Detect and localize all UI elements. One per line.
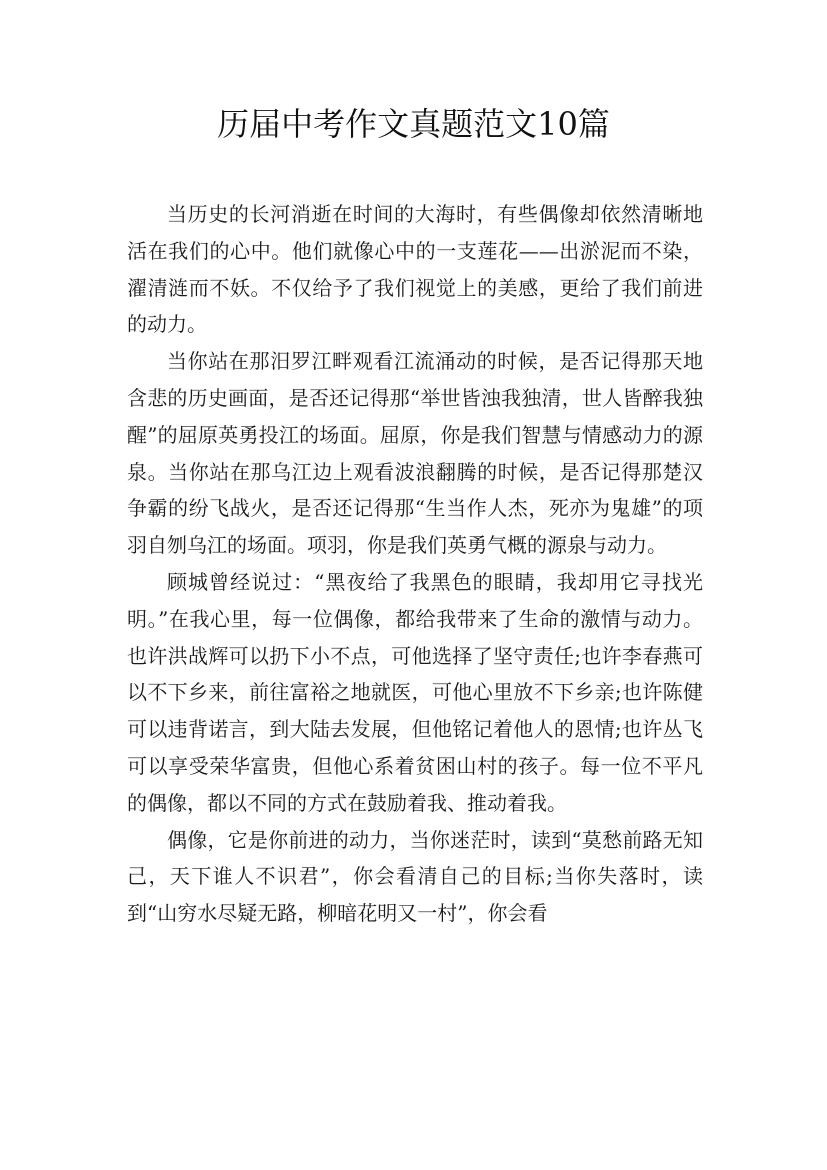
paragraph-4: 偶像，它是你前进的动力，当你迷茫时，读到“莫愁前路无知己，天下谁人不识君”，你会看清自己的目标;当你失落时，读到“山穷水尽疑无路，柳暗花明又一村”，你会看 [127, 827, 703, 926]
document-body [127, 196, 703, 932]
document-title: 历届中考作文真题范文10篇 [217, 105, 610, 143]
paragraph-2: 当你站在那汨罗江畔观看江流涌动的时候，是否记得那天地含悲的历史画面，是否还记得那“举世皆浊我独清，世人皆醉我独醒”的屈原英勇投江的场面。屈原，你是我们智慧与情感动力的源泉。当你站在那乌江边上观看波浪翻腾的时候，是否记得那楚汉争霸的纷飞战火，是否还记得那“生当作人杰，死亦为鬼雄”的项羽自刎乌江的场面。项羽，你是我们英勇气概的源泉与动力。 [127, 349, 703, 558]
paragraph-1: 当历史的长河消逝在时间的大海时，有些偶像却依然清晰地活在我们的心中。他们就像心中的一支莲花——出淤泥而不染，濯清涟而不妖。不仅给予了我们视觉上的美感，更给了我们前进的动力。 [127, 202, 703, 337]
paragraph-3: 顾城曾经说过：“黑夜给了我黑色的眼睛，我却用它寻找光明。”在我心里，每一位偶像，都给我带来了生命的激情与动力。也许洪战辉可以扔下小不点，可他选择了坚守责任;也许李春燕可以不下乡来，前往富裕之地就医，可他心里放不下乡亲;也许陈健可以违背诺言，到大陆去发展，但他铭记着他人的恩情;也许丛飞可以享受荣华富贵，但他心系着贫困山村的孩子。每一位不平凡的偶像，都以不同的方式在鼓励着我、推动着我。 [127, 569, 703, 815]
